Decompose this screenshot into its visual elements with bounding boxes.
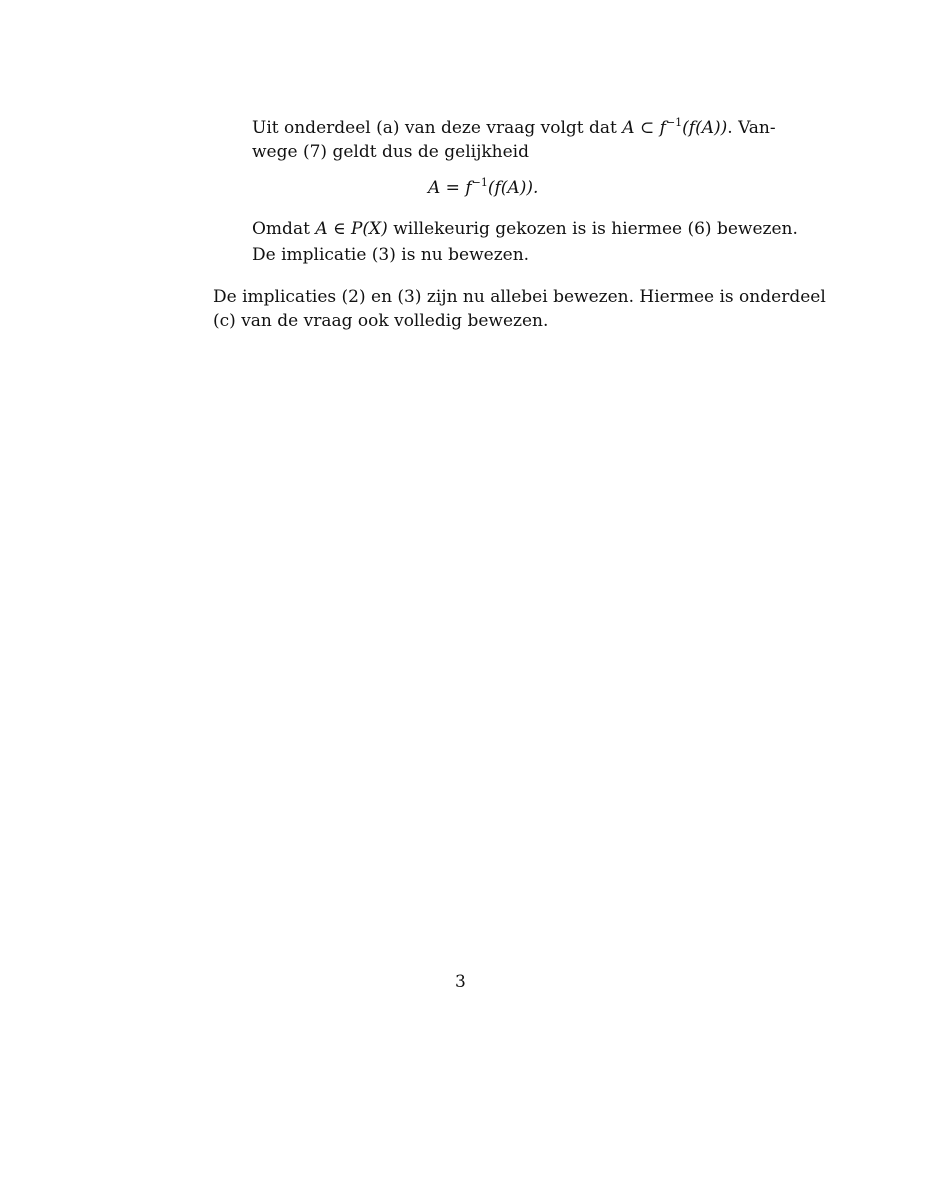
text-segment: Uit onderdeel (a) van deze vraag volgt dat <box>252 118 623 138</box>
math-function: f <box>659 118 666 138</box>
paragraph-1-line-1 <box>252 116 776 140</box>
equation-exponent: −1 <box>471 176 488 189</box>
paragraph-2-line-1 <box>252 217 798 241</box>
math-variable: A <box>622 118 635 138</box>
math-argument: (f(A)) <box>682 118 728 138</box>
equation-function: f <box>465 178 472 198</box>
paragraph-3-line-2: (c) van de vraag ook volledig bewezen. <box>213 311 549 331</box>
math-membership: A ∈ P(X) <box>315 219 388 239</box>
paragraph-1-line-2: wege (7) geldt dus de gelijkheid <box>252 142 529 162</box>
math-subset-symbol: ⊂ <box>634 118 660 138</box>
math-exponent: −1 <box>665 116 683 129</box>
paragraph-2-line-2: De implicatie (3) is nu bewezen. <box>252 245 530 265</box>
display-equation <box>428 176 538 200</box>
equation-equals: = <box>440 178 466 198</box>
text-segment: willekeurig gekozen is is hiermee (6) bewezen. <box>387 219 798 239</box>
text-segment: . Van- <box>727 118 776 138</box>
equation-argument: (f(A)). <box>487 178 539 198</box>
page-number: 3 <box>455 972 466 992</box>
text-segment: Omdat <box>252 219 316 239</box>
paragraph-3-line-1: De implicaties (2) en (3) zijn nu allebei bewezen. Hiermee is onderdeel <box>213 287 826 307</box>
equation-lhs: A <box>428 178 441 198</box>
